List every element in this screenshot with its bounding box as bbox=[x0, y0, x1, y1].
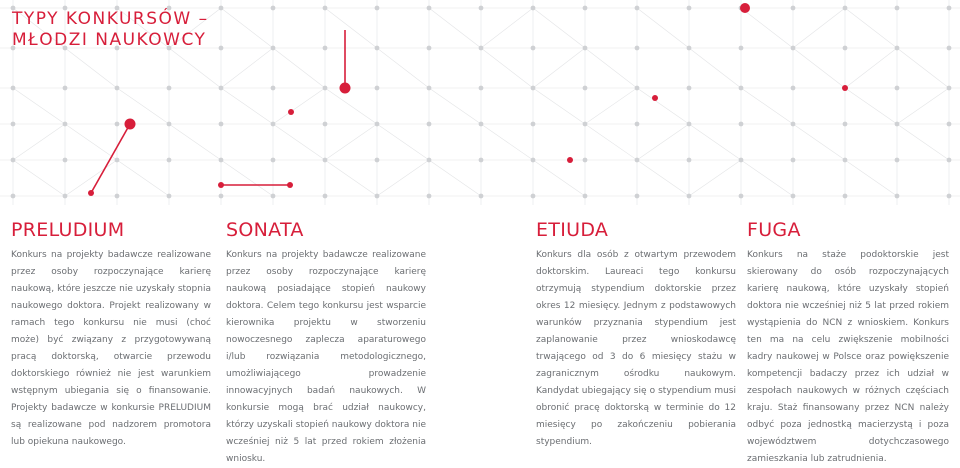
grid-dot bbox=[219, 122, 224, 127]
grid-diagonal bbox=[169, 124, 221, 160]
grid-dot bbox=[739, 158, 744, 163]
grid-diagonal bbox=[689, 124, 741, 160]
grid-diagonal bbox=[793, 8, 845, 48]
grid-dot bbox=[583, 86, 588, 91]
page-title-line-2: MŁODZI NAUKOWCY bbox=[12, 30, 207, 50]
grid-dot bbox=[583, 6, 588, 11]
grid-dot bbox=[531, 122, 536, 127]
grid-dot bbox=[635, 6, 640, 11]
column-etiuda bbox=[536, 219, 736, 451]
grid-diagonal bbox=[689, 160, 741, 196]
heading-sonata: SONATA bbox=[226, 219, 304, 241]
grid-dot bbox=[375, 46, 380, 51]
grid-dot bbox=[687, 86, 692, 91]
grid-dot bbox=[375, 122, 380, 127]
grid-dot bbox=[531, 46, 536, 51]
grid-dot bbox=[895, 6, 900, 11]
grid-dot bbox=[635, 194, 640, 199]
grid-dot bbox=[63, 122, 68, 127]
grid-diagonal bbox=[429, 88, 481, 124]
accent-dot bbox=[288, 109, 294, 115]
grid-dot bbox=[687, 46, 692, 51]
grid-dot bbox=[271, 122, 276, 127]
grid-dot bbox=[687, 122, 692, 127]
grid-dot bbox=[271, 158, 276, 163]
accent-dot bbox=[88, 190, 94, 196]
grid-dot bbox=[843, 46, 848, 51]
grid-diagonal bbox=[221, 8, 273, 48]
grid-dot bbox=[63, 194, 68, 199]
grid-diagonal bbox=[585, 48, 637, 88]
grid-dot bbox=[271, 46, 276, 51]
text-etiuda: Konkurs dla osób z otwartym przewodem doktorskim. Laureaci tego konkursu otrzymują stypendium doktorskie przez okres 12 miesięcy. Jednym z podstawowych warunków przyznania stypendium jest zaplanowanie przez wnioskodawcę trwającego od 3 do 6 miesięcy stażu w zagranicznym ośrodku naukowym. Kandydat ubiegający się o stypendium musi obronić pracę doktorską w terminie do 12 miesięcy po zakończeniu pobierania stypendium. bbox=[536, 250, 736, 447]
grid-dot bbox=[687, 194, 692, 199]
grid-diagonal bbox=[273, 48, 325, 88]
grid-dot bbox=[479, 122, 484, 127]
grid-dot bbox=[843, 194, 848, 199]
grid-dot bbox=[895, 122, 900, 127]
grid-diagonal bbox=[533, 48, 585, 88]
grid-dot bbox=[219, 46, 224, 51]
grid-dot bbox=[167, 194, 172, 199]
grid-diagonal bbox=[637, 160, 689, 196]
grid-dot bbox=[531, 194, 536, 199]
grid-diagonal bbox=[377, 160, 429, 196]
accent-dot bbox=[340, 83, 351, 94]
heading-fuga: FUGA bbox=[747, 219, 801, 241]
grid-dot bbox=[739, 86, 744, 91]
grid-diagonal bbox=[897, 48, 949, 88]
grid-dot bbox=[791, 86, 796, 91]
grid-dot bbox=[115, 86, 120, 91]
accent-dot bbox=[740, 3, 750, 13]
grid-dot bbox=[739, 46, 744, 51]
grid-dot bbox=[635, 158, 640, 163]
grid-dot bbox=[791, 6, 796, 11]
grid-diagonal bbox=[533, 88, 585, 124]
page-title-line-1: TYPY KONKURSÓW – bbox=[12, 9, 209, 29]
grid-diagonal bbox=[325, 124, 377, 160]
grid-dot bbox=[895, 86, 900, 91]
grid-dot bbox=[947, 46, 952, 51]
grid-diagonal bbox=[377, 48, 429, 88]
grid-dot bbox=[427, 86, 432, 91]
grid-dot bbox=[479, 86, 484, 91]
grid-diagonal bbox=[221, 48, 273, 88]
grid-dot bbox=[947, 6, 952, 11]
grid-dot bbox=[635, 46, 640, 51]
grid-diagonal bbox=[741, 160, 793, 196]
grid-diagonal bbox=[65, 48, 117, 88]
grid-dot bbox=[531, 86, 536, 91]
grid-dot bbox=[11, 158, 16, 163]
column-preludium bbox=[11, 219, 211, 451]
page-title bbox=[12, 9, 209, 51]
accent-dot bbox=[218, 182, 224, 188]
grid-diagonal bbox=[741, 8, 793, 48]
grid-diagonal bbox=[13, 124, 65, 160]
grid-diagonal bbox=[585, 124, 637, 160]
grid-dot bbox=[739, 122, 744, 127]
grid-diagonal bbox=[221, 160, 273, 196]
grid-diagonal bbox=[845, 160, 897, 196]
grid-dot bbox=[479, 6, 484, 11]
grid-dot bbox=[843, 6, 848, 11]
grid-diagonal bbox=[637, 8, 689, 48]
grid-dot bbox=[947, 122, 952, 127]
grid-dot bbox=[323, 158, 328, 163]
accent-dot bbox=[842, 85, 848, 91]
grid-diagonal bbox=[585, 88, 637, 124]
grid-diagonal bbox=[65, 124, 117, 160]
grid-diagonal bbox=[273, 88, 325, 124]
grid-dot bbox=[115, 194, 120, 199]
grid-diagonal bbox=[117, 160, 169, 196]
grid-dot bbox=[167, 158, 172, 163]
accent-dot bbox=[287, 182, 293, 188]
grid-dot bbox=[271, 86, 276, 91]
grid-dot bbox=[843, 122, 848, 127]
accent-line bbox=[91, 124, 130, 193]
grid-diagonal bbox=[897, 88, 949, 124]
grid-dot bbox=[11, 122, 16, 127]
grid-diagonal bbox=[325, 8, 377, 48]
grid-dot bbox=[791, 194, 796, 199]
grid-dot bbox=[63, 158, 68, 163]
text-sonata: Konkurs na projekty badawcze realizowane przez osoby rozpoczynające karierę naukową posiadające stopień naukowy doktora. Celem tego konkursu jest wsparcie kierownika projektu w stworzeniu nowoczesnego zaplecza aparaturowego i/lub rozwiązania metodologicznego, umożliwiającego prowadzenie innowacyjnych badań naukowych. W konkursie mogą brać udział naukowcy, którzy uzyskali stopień naukowy doktora nie wcześniej niż 5 lat przed rokiem złożenia wniosku. bbox=[226, 250, 426, 464]
grid-dot bbox=[115, 122, 120, 127]
heading-preludium: PRELUDIUM bbox=[11, 219, 125, 241]
grid-dot bbox=[427, 46, 432, 51]
grid-diagonal bbox=[325, 88, 377, 124]
grid-dot bbox=[635, 122, 640, 127]
grid-dot bbox=[427, 122, 432, 127]
grid-diagonal bbox=[273, 124, 325, 160]
grid-dot bbox=[531, 6, 536, 11]
grid-dot bbox=[427, 158, 432, 163]
grid-dot bbox=[323, 194, 328, 199]
grid-diagonal bbox=[793, 48, 845, 88]
grid-dot bbox=[11, 194, 16, 199]
grid-diagonal bbox=[481, 8, 533, 48]
grid-dot bbox=[375, 86, 380, 91]
grid-dot bbox=[271, 194, 276, 199]
grid-diagonal bbox=[13, 88, 65, 124]
grid-dot bbox=[219, 158, 224, 163]
grid-dot bbox=[791, 46, 796, 51]
grid-dot bbox=[739, 194, 744, 199]
grid-dot bbox=[791, 158, 796, 163]
grid-dot bbox=[323, 122, 328, 127]
grid-dot bbox=[531, 158, 536, 163]
grid-dot bbox=[63, 86, 68, 91]
grid-dot bbox=[895, 194, 900, 199]
grid-dot bbox=[791, 122, 796, 127]
grid-diagonal bbox=[845, 88, 897, 124]
grid-dot bbox=[167, 122, 172, 127]
grid-dot bbox=[947, 86, 952, 91]
grid-diagonal bbox=[637, 124, 689, 160]
grid-diagonal bbox=[741, 88, 793, 124]
heading-etiuda: ETIUDA bbox=[536, 219, 609, 241]
grid-dot bbox=[427, 6, 432, 11]
grid-dot bbox=[687, 6, 692, 11]
column-sonata bbox=[226, 219, 426, 468]
grid-dot bbox=[843, 158, 848, 163]
grid-dot bbox=[895, 158, 900, 163]
grid-diagonal bbox=[117, 88, 169, 124]
grid-diagonal bbox=[377, 124, 429, 160]
accent-dot bbox=[652, 95, 658, 101]
grid-diagonal bbox=[533, 160, 585, 196]
grid-dot bbox=[687, 158, 692, 163]
grid-diagonal bbox=[793, 124, 845, 160]
grid-dot bbox=[479, 194, 484, 199]
grid-diagonal bbox=[845, 8, 897, 48]
grid-diagonal bbox=[169, 48, 221, 88]
grid-dot bbox=[219, 6, 224, 11]
grid-dot bbox=[219, 194, 224, 199]
grid-dot bbox=[271, 6, 276, 11]
text-fuga: Konkurs na staże podoktorskie jest skierowany do osób rozpoczynających karierę naukową, które uzyskały stopień doktora nie wcześniej niż 5 lat przed rokiem wystąpienia do NCN z wnioskiem. Konkurs ten ma na celu zwiększenie mobilności kadry naukowej w Polsce oraz powiększenie kompetencji badaczy przez ich udział w zespołach naukowych w różnych częściach kraju. Staż finansowany przez NCN należy odbyć poza jednostką macierzystą i poza województwem dotychczasowego zamieszkania lub zatrudnienia. bbox=[747, 250, 949, 464]
column-fuga bbox=[747, 219, 949, 468]
grid-dot bbox=[583, 194, 588, 199]
grid-dot bbox=[895, 46, 900, 51]
grid-dot bbox=[323, 46, 328, 51]
text-preludium: Konkurs na projekty badawcze realizowane przez osoby rozpoczynające karierę naukową, które jeszcze nie uzyskały stopnia naukowego doktora. Projekt realizowany w ramach tego konkursu nie musi (choć może) być związany z przygotowywaną pracą doktorską, otwarcie przewodu doktorskiego również nie jest warunkiem wstępnym ubiegania się o finansowanie. Projekty badawcze w konkursie PRELUDIUM są realizowane pod nadzorem promotora lub opiekuna naukowego. bbox=[11, 250, 211, 447]
grid-diagonal bbox=[481, 124, 533, 160]
accent-dot bbox=[125, 119, 136, 130]
grid-diagonal bbox=[429, 8, 481, 48]
grid-dot bbox=[583, 122, 588, 127]
grid-dot bbox=[583, 158, 588, 163]
grid-dot bbox=[219, 86, 224, 91]
grid-dot bbox=[479, 46, 484, 51]
grid-diagonal bbox=[13, 160, 65, 196]
grid-dot bbox=[947, 194, 952, 199]
grid-dot bbox=[375, 194, 380, 199]
grid-dot bbox=[167, 86, 172, 91]
grid-diagonal bbox=[221, 88, 273, 124]
accent-dot bbox=[567, 157, 573, 163]
grid-dot bbox=[375, 6, 380, 11]
grid-dot bbox=[427, 194, 432, 199]
grid-dot bbox=[323, 6, 328, 11]
grid-diagonal bbox=[897, 124, 949, 160]
grid-diagonal bbox=[637, 88, 689, 124]
grid-dot bbox=[323, 86, 328, 91]
grid-dot bbox=[479, 158, 484, 163]
grid-dot bbox=[635, 86, 640, 91]
grid-diagonal bbox=[325, 160, 377, 196]
grid-dot bbox=[375, 158, 380, 163]
grid-diagonal bbox=[689, 48, 741, 88]
grid-dot bbox=[11, 86, 16, 91]
grid-diagonal bbox=[481, 48, 533, 88]
grid-diagonal bbox=[533, 8, 585, 48]
grid-diagonal bbox=[429, 160, 481, 196]
grid-dot bbox=[947, 158, 952, 163]
grid-diagonal bbox=[845, 48, 897, 88]
grid-dot bbox=[583, 46, 588, 51]
grid-dot bbox=[115, 158, 120, 163]
